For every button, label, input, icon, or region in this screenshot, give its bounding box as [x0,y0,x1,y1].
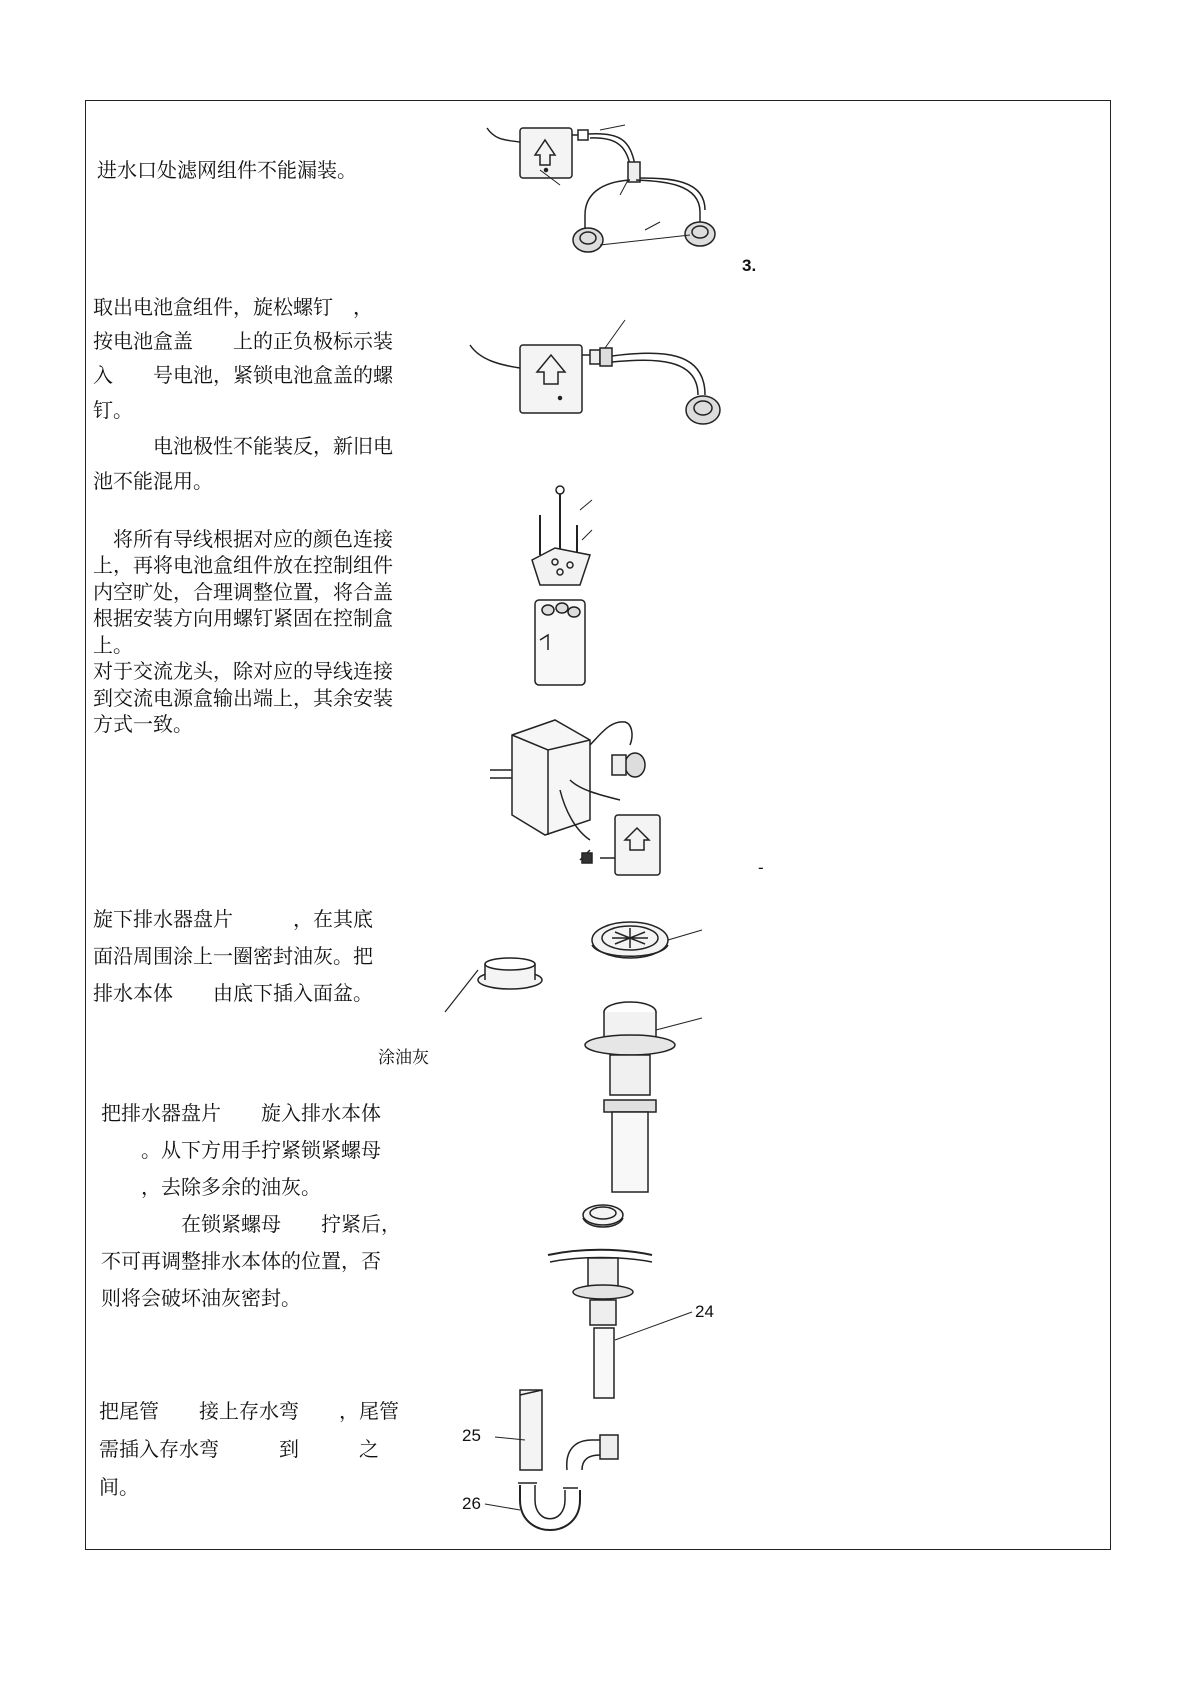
control-box-hoses-figure [487,125,715,252]
wiring-line-7: 到交流电源盒输出端上，其余安装 [93,686,393,710]
drain-installed-figure [548,1205,692,1398]
dash-mark: - [758,858,764,877]
wiring-line-8: 方式一致。 [93,712,193,736]
wiring-assembly-figure [490,720,660,875]
tighten-line-1: 把排水器盘片 旋入排水本体 [101,1101,381,1125]
wiring-line-3: 内空旷处，合理调整位置，将合盖 [93,580,393,604]
tighten-line-5: 不可再调整排水本体的位置，否 [101,1249,381,1273]
wiring-line-1: 将所有导线根据对应的颜色连接 [93,527,393,551]
drain-line-1: 旋下排水器盘片 ，在其底 [93,907,373,931]
callout-25: 25 [462,1426,481,1445]
battery-line-2: 按电池盒盖 上的正负极标示装 [93,329,393,353]
battery-box-figure [470,320,720,424]
drain-line-2: 面沿周围涂上一圈密封油灰。把 [93,944,373,968]
drain-assembly-figure [445,922,702,1192]
tighten-line-4: 在锁紧螺母 拧紧后， [101,1212,401,1236]
p-trap-figure [485,1390,618,1530]
battery-cell-figure [532,486,592,685]
wiring-line-4: 根据安装方向用螺钉紧固在控制盒 [93,606,393,630]
battery-line-3: 入 号电池，紧锁电池盒盖的螺 [93,363,393,387]
drain-line-3: 排水本体 由底下插入面盆。 [93,981,373,1005]
callout-24: 24 [695,1302,714,1321]
wiring-line-6: 对于交流龙头，除对应的导线连接 [93,659,393,683]
battery-line-1: 取出电池盒组件，旋松螺钉 ， [93,295,373,319]
wiring-line-5: 上。 [93,633,133,657]
battery-note-2: 池不能混用。 [93,469,213,493]
callout-26: 26 [462,1494,481,1513]
tighten-line-6: 则将会破坏油灰密封。 [101,1286,301,1310]
battery-line-4: 钉。 [93,398,133,422]
trap-line-1: 把尾管 接上存水弯 ，尾管 [99,1399,399,1423]
putty-label: 涂油灰 [378,1048,429,1068]
tighten-line-3: ，去除多余的油灰。 [101,1175,321,1199]
battery-note-1: 电池极性不能装反，新旧电 [93,434,393,458]
filter-note: 进水口处滤网组件不能漏装。 [97,158,357,182]
tighten-line-2: 。从下方用手拧紧锁紧螺母 [101,1138,381,1162]
trap-line-2: 需插入存水弯 到 之 [99,1437,379,1461]
wiring-line-2: 上，再将电池盒组件放在控制组件 [93,553,393,577]
trap-line-3: 间。 [99,1475,139,1499]
step-number-3: 3. [742,256,757,275]
